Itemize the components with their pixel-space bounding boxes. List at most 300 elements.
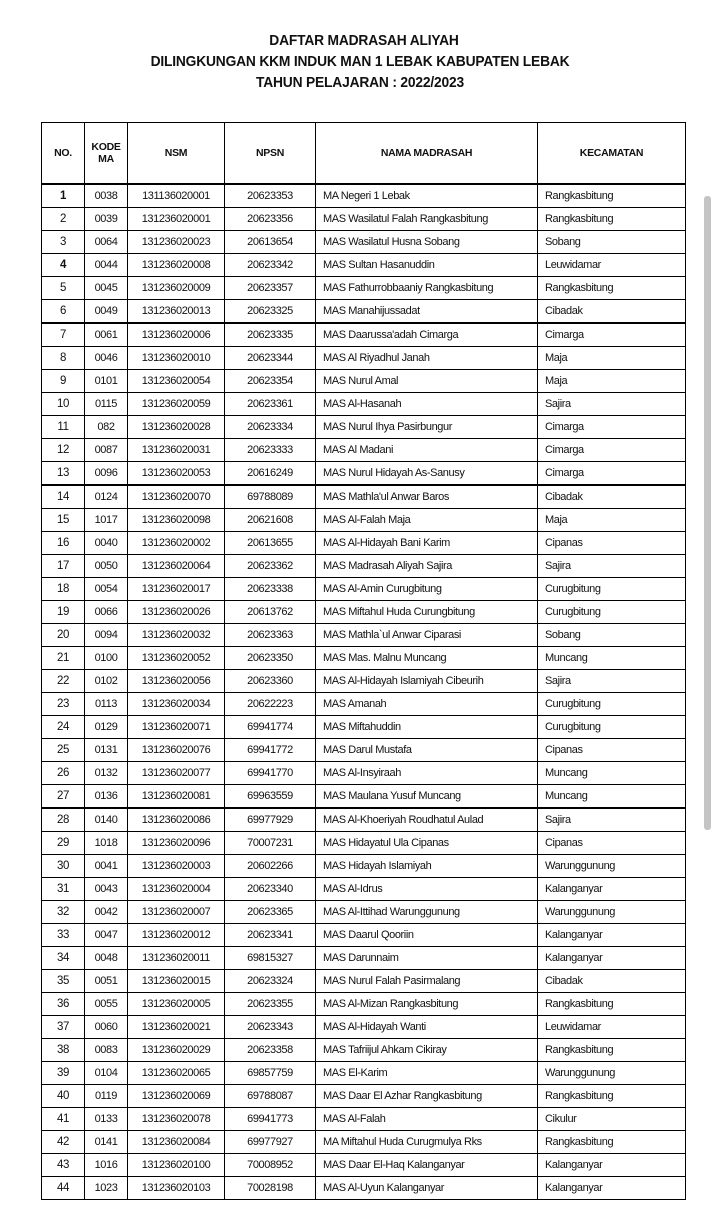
cell-kode-ma: 0141 [85,1131,128,1154]
cell-nama-madrasah: MAS Nurul Amal [316,370,538,393]
table-row [42,924,686,947]
cell-no: 15 [42,509,85,532]
cell-nsm: 131236020098 [128,509,225,532]
cell-npsn: 20602266 [225,855,316,878]
table-row [42,300,686,324]
cell-kecamatan: Curugbitung [538,716,686,739]
table-row [42,647,686,670]
table-row [42,855,686,878]
cell-nsm: 131236020081 [128,785,225,809]
table-header-row [42,123,686,185]
title-line-3: TAHUN PELAJARAN : 2022/2023 [256,74,464,91]
table-row [42,1108,686,1131]
cell-no: 33 [42,924,85,947]
cell-nama-madrasah: MAS Tafriijul Ahkam Cikiray [316,1039,538,1062]
cell-nama-madrasah: MAS Nurul Ihya Pasirbungur [316,416,538,439]
table-row [42,993,686,1016]
cell-npsn: 20623361 [225,393,316,416]
cell-kode-ma: 1017 [85,509,128,532]
table-row [42,532,686,555]
cell-nama-madrasah: MAS Miftahuddin [316,716,538,739]
cell-npsn: 69941774 [225,716,316,739]
cell-nsm: 131236020015 [128,970,225,993]
cell-no: 1 [42,184,85,208]
header-kode-ma [85,123,128,185]
cell-no: 28 [42,808,85,832]
cell-nama-madrasah: MAS Mathla`ul Anwar Ciparasi [316,624,538,647]
cell-nsm: 131236020031 [128,439,225,462]
cell-kode-ma: 0140 [85,808,128,832]
cell-kecamatan: Kalanganyar [538,924,686,947]
cell-nsm: 131236020009 [128,277,225,300]
cell-nama-madrasah: MAS Al-Uyun Kalanganyar [316,1177,538,1200]
cell-kecamatan: Sajira [538,555,686,578]
table-row [42,1085,686,1108]
table-row [42,509,686,532]
cell-no: 7 [42,323,85,347]
cell-no: 39 [42,1062,85,1085]
cell-kecamatan: Cibadak [538,970,686,993]
cell-no: 20 [42,624,85,647]
cell-no: 38 [42,1039,85,1062]
cell-kecamatan: Maja [538,370,686,393]
cell-kecamatan: Warunggunung [538,1062,686,1085]
cell-kode-ma: 0061 [85,323,128,347]
cell-nsm: 131236020078 [128,1108,225,1131]
cell-nsm: 131236020071 [128,716,225,739]
cell-npsn: 70008952 [225,1154,316,1177]
cell-kecamatan: Cipanas [538,739,686,762]
cell-nama-madrasah: MAS Al-Mizan Rangkasbitung [316,993,538,1016]
table-row [42,1062,686,1085]
cell-kecamatan: Kalanganyar [538,1177,686,1200]
cell-kecamatan: Maja [538,509,686,532]
cell-nsm: 131236020059 [128,393,225,416]
cell-nsm: 131236020084 [128,1131,225,1154]
cell-nsm: 131236020054 [128,370,225,393]
cell-nsm: 131236020010 [128,347,225,370]
cell-kecamatan: Cipanas [538,832,686,855]
table-row [42,231,686,254]
cell-nama-madrasah: MAS Al-Hasanah [316,393,538,416]
cell-nama-madrasah: MAS Nurul Hidayah As-Sanusy [316,462,538,486]
cell-no: 23 [42,693,85,716]
header-nama-madrasah: NAMA MADRASAH [316,123,538,185]
cell-npsn: 20623358 [225,1039,316,1062]
cell-no: 31 [42,878,85,901]
cell-nama-madrasah: MAS Daar El Azhar Rangkasbitung [316,1085,538,1108]
cell-kode-ma: 0042 [85,901,128,924]
cell-npsn: 70007231 [225,832,316,855]
cell-nama-madrasah: MAS Daarussa'adah Cimarga [316,323,538,347]
cell-npsn: 20621608 [225,509,316,532]
cell-kecamatan: Warunggunung [538,855,686,878]
cell-kode-ma: 0055 [85,993,128,1016]
cell-nsm: 131236020065 [128,1062,225,1085]
cell-npsn: 20623333 [225,439,316,462]
cell-no: 3 [42,231,85,254]
cell-kode-ma: 0119 [85,1085,128,1108]
cell-nsm: 131236020052 [128,647,225,670]
cell-kode-ma: 0043 [85,878,128,901]
cell-npsn: 20623353 [225,184,316,208]
cell-no: 42 [42,1131,85,1154]
cell-npsn: 69815327 [225,947,316,970]
cell-nama-madrasah: MAS Al-Falah Maja [316,509,538,532]
cell-nsm: 131236020011 [128,947,225,970]
cell-kecamatan: Kalanganyar [538,878,686,901]
cell-npsn: 20613655 [225,532,316,555]
cell-kecamatan: Sajira [538,670,686,693]
title-line-2: DILINGKUNGAN KKM INDUK MAN 1 LEBAK KABUPATEN LEBAK [150,53,570,70]
cell-npsn: 69941770 [225,762,316,785]
cell-no: 32 [42,901,85,924]
header-nsm: NSM [128,123,225,185]
table-row [42,901,686,924]
cell-nsm: 131236020021 [128,1016,225,1039]
cell-nsm: 131136020001 [128,184,225,208]
cell-kode-ma: 0132 [85,762,128,785]
cell-no: 36 [42,993,85,1016]
cell-no: 16 [42,532,85,555]
header-kode-ma-line-1: KODE [91,141,121,153]
cell-npsn: 20623363 [225,624,316,647]
cell-nsm: 131236020034 [128,693,225,716]
cell-npsn: 20623362 [225,555,316,578]
table-row [42,970,686,993]
table-body [42,184,686,1200]
cell-kode-ma: 0102 [85,670,128,693]
cell-kode-ma: 1018 [85,832,128,855]
cell-nama-madrasah: MAS Wasilatul Falah Rangkasbitung [316,208,538,231]
cell-nsm: 131236020053 [128,462,225,486]
cell-kecamatan: Cimarga [538,439,686,462]
table-row [42,624,686,647]
cell-no: 22 [42,670,85,693]
cell-npsn: 69941772 [225,739,316,762]
cell-no: 30 [42,855,85,878]
cell-nsm: 131236020012 [128,924,225,947]
cell-npsn: 20623354 [225,370,316,393]
cell-kecamatan: Warunggunung [538,901,686,924]
cell-kecamatan: Rangkasbitung [538,184,686,208]
cell-nama-madrasah: MAS Al-Ittihad Warunggunung [316,901,538,924]
table-row [42,808,686,832]
cell-npsn: 20613762 [225,601,316,624]
cell-nama-madrasah: MAS Wasilatul Husna Sobang [316,231,538,254]
cell-kecamatan: Cibadak [538,485,686,509]
cell-no: 34 [42,947,85,970]
table-row [42,485,686,509]
cell-nama-madrasah: MAS Darunnaim [316,947,538,970]
cell-nsm: 131236020026 [128,601,225,624]
cell-nsm: 131236020077 [128,762,225,785]
table-row [42,1016,686,1039]
cell-no: 29 [42,832,85,855]
cell-nsm: 131236020069 [128,1085,225,1108]
cell-kode-ma: 0045 [85,277,128,300]
cell-no: 2 [42,208,85,231]
cell-nama-madrasah: MAS Mathla'ul Anwar Baros [316,485,538,509]
cell-nama-madrasah: MAS Sultan Hasanuddin [316,254,538,277]
cell-no: 11 [42,416,85,439]
cell-nama-madrasah: MAS Fathurrobbaaniy Rangkasbitung [316,277,538,300]
table-row [42,1177,686,1200]
cell-kecamatan: Cimarga [538,462,686,486]
cell-no: 4 [42,254,85,277]
cell-nsm: 131236020008 [128,254,225,277]
cell-kecamatan: Cimarga [538,323,686,347]
cell-kecamatan: Kalanganyar [538,947,686,970]
table-row [42,184,686,208]
cell-kecamatan: Rangkasbitung [538,1085,686,1108]
table-row [42,739,686,762]
cell-npsn: 20613654 [225,231,316,254]
title-line-1: DAFTAR MADRASAH ALIYAH [269,32,459,49]
cell-kecamatan: Rangkasbitung [538,1039,686,1062]
cell-no: 12 [42,439,85,462]
cell-npsn: 20623338 [225,578,316,601]
cell-kecamatan: Cipanas [538,532,686,555]
cell-npsn: 69857759 [225,1062,316,1085]
cell-npsn: 69963559 [225,785,316,809]
table-row [42,601,686,624]
vertical-scrollbar[interactable] [704,196,711,830]
cell-kode-ma: 0049 [85,300,128,324]
document-header [0,30,720,93]
table-row [42,208,686,231]
cell-kecamatan: Sajira [538,393,686,416]
cell-kode-ma: 0044 [85,254,128,277]
cell-nama-madrasah: MAS Hidayatul Ula Cipanas [316,832,538,855]
table-row [42,785,686,809]
table-row [42,1131,686,1154]
cell-nsm: 131236020032 [128,624,225,647]
cell-no: 9 [42,370,85,393]
table-row [42,277,686,300]
cell-kode-ma: 0054 [85,578,128,601]
table-row [42,832,686,855]
table-row [42,716,686,739]
cell-kode-ma: 0041 [85,855,128,878]
cell-no: 18 [42,578,85,601]
cell-no: 41 [42,1108,85,1131]
cell-nama-madrasah: MAS Daarul Qooriin [316,924,538,947]
cell-nsm: 131236020013 [128,300,225,324]
cell-kecamatan: Muncang [538,647,686,670]
cell-kode-ma: 0131 [85,739,128,762]
cell-kecamatan: Sobang [538,231,686,254]
cell-nama-madrasah: MAS Al-Khoeriyah Roudhatul Aulad [316,808,538,832]
cell-nsm: 131236020064 [128,555,225,578]
table-row [42,462,686,486]
cell-nsm: 131236020005 [128,993,225,1016]
cell-nama-madrasah: MAS Nurul Falah Pasirmalang [316,970,538,993]
cell-nsm: 131236020029 [128,1039,225,1062]
cell-kode-ma: 0096 [85,462,128,486]
cell-kecamatan: Curugbitung [538,693,686,716]
cell-npsn: 20623341 [225,924,316,947]
cell-kode-ma: 0048 [85,947,128,970]
cell-kode-ma: 0094 [85,624,128,647]
cell-no: 44 [42,1177,85,1200]
cell-kecamatan: Muncang [538,762,686,785]
cell-nama-madrasah: MAS Al-Idrus [316,878,538,901]
table-row [42,347,686,370]
cell-npsn: 20623334 [225,416,316,439]
cell-npsn: 20623355 [225,993,316,1016]
table-row [42,693,686,716]
cell-no: 26 [42,762,85,785]
table-row [42,947,686,970]
cell-kode-ma: 0066 [85,601,128,624]
cell-nama-madrasah: MAS Miftahul Huda Curungbitung [316,601,538,624]
cell-kecamatan: Cibadak [538,300,686,324]
cell-nsm: 131236020028 [128,416,225,439]
cell-npsn: 20623335 [225,323,316,347]
header-npsn: NPSN [225,123,316,185]
cell-no: 25 [42,739,85,762]
cell-nama-madrasah: MAS Al Madani [316,439,538,462]
cell-no: 43 [42,1154,85,1177]
cell-npsn: 20623325 [225,300,316,324]
header-no: NO. [42,123,85,185]
cell-kecamatan: Leuwidamar [538,1016,686,1039]
cell-npsn: 20623340 [225,878,316,901]
table-row [42,323,686,347]
cell-nama-madrasah: MAS Hidayah Islamiyah [316,855,538,878]
cell-kode-ma: 0136 [85,785,128,809]
madrasah-table [41,122,686,1200]
cell-nama-madrasah: MAS Al Riyadhul Janah [316,347,538,370]
cell-npsn: 20622223 [225,693,316,716]
cell-kode-ma: 0064 [85,231,128,254]
cell-nama-madrasah: MAS Mas. Malnu Muncang [316,647,538,670]
cell-kode-ma: 1016 [85,1154,128,1177]
cell-no: 10 [42,393,85,416]
cell-kecamatan: Muncang [538,785,686,809]
header-kecamatan: KECAMATAN [538,123,686,185]
cell-npsn: 20623343 [225,1016,316,1039]
cell-kode-ma: 0124 [85,485,128,509]
cell-kecamatan: Sajira [538,808,686,832]
cell-nsm: 131236020100 [128,1154,225,1177]
cell-kode-ma: 0113 [85,693,128,716]
table-row [42,762,686,785]
cell-kecamatan: Rangkasbitung [538,1131,686,1154]
cell-no: 19 [42,601,85,624]
cell-kode-ma: 0047 [85,924,128,947]
cell-npsn: 20623344 [225,347,316,370]
cell-nsm: 131236020017 [128,578,225,601]
cell-npsn: 20623350 [225,647,316,670]
cell-no: 14 [42,485,85,509]
cell-kode-ma: 082 [85,416,128,439]
cell-kecamatan: Sobang [538,624,686,647]
cell-nama-madrasah: MAS Al-Falah [316,1108,538,1131]
cell-npsn: 69977927 [225,1131,316,1154]
cell-nsm: 131236020076 [128,739,225,762]
cell-kecamatan: Rangkasbitung [538,208,686,231]
cell-no: 35 [42,970,85,993]
cell-kode-ma: 0046 [85,347,128,370]
cell-kode-ma: 0101 [85,370,128,393]
cell-kode-ma: 0087 [85,439,128,462]
cell-nsm: 131236020004 [128,878,225,901]
cell-kecamatan: Maja [538,347,686,370]
cell-nsm: 131236020002 [128,532,225,555]
cell-npsn: 69788089 [225,485,316,509]
cell-kode-ma: 0039 [85,208,128,231]
cell-nama-madrasah: MA Negeri 1 Lebak [316,184,538,208]
cell-nama-madrasah: MAS Manahijussadat [316,300,538,324]
cell-kecamatan: Rangkasbitung [538,277,686,300]
cell-no: 8 [42,347,85,370]
cell-no: 17 [42,555,85,578]
cell-no: 40 [42,1085,85,1108]
cell-nama-madrasah: MAS Darul Mustafa [316,739,538,762]
cell-no: 6 [42,300,85,324]
cell-kode-ma: 0129 [85,716,128,739]
cell-nama-madrasah: MAS Madrasah Aliyah Sajira [316,555,538,578]
cell-npsn: 20623357 [225,277,316,300]
table-row [42,1039,686,1062]
table-row [42,878,686,901]
cell-nsm: 131236020056 [128,670,225,693]
cell-nsm: 131236020006 [128,323,225,347]
header-kode-ma-line-2: MA [98,153,114,165]
cell-kode-ma: 0083 [85,1039,128,1062]
cell-no: 37 [42,1016,85,1039]
cell-nama-madrasah: MAS Maulana Yusuf Muncang [316,785,538,809]
cell-npsn: 69788087 [225,1085,316,1108]
cell-npsn: 20616249 [225,462,316,486]
cell-kode-ma: 0040 [85,532,128,555]
cell-npsn: 20623324 [225,970,316,993]
cell-nama-madrasah: MAS Al-Insyiraah [316,762,538,785]
cell-kode-ma: 0060 [85,1016,128,1039]
cell-nsm: 131236020086 [128,808,225,832]
cell-nsm: 131236020103 [128,1177,225,1200]
cell-nama-madrasah: MAS El-Karim [316,1062,538,1085]
cell-nsm: 131236020070 [128,485,225,509]
cell-nama-madrasah: MAS Al-Amin Curugbitung [316,578,538,601]
cell-kecamatan: Kalanganyar [538,1154,686,1177]
cell-kode-ma: 0104 [85,1062,128,1085]
cell-no: 27 [42,785,85,809]
cell-nama-madrasah: MA Miftahul Huda Curugmulya Rks [316,1131,538,1154]
cell-npsn: 69977929 [225,808,316,832]
cell-npsn: 20623360 [225,670,316,693]
cell-kecamatan: Rangkasbitung [538,993,686,1016]
cell-npsn: 70028198 [225,1177,316,1200]
table-row [42,670,686,693]
table-row [42,578,686,601]
cell-no: 24 [42,716,85,739]
cell-kecamatan: Curugbitung [538,601,686,624]
cell-nsm: 131236020001 [128,208,225,231]
cell-nsm: 131236020007 [128,901,225,924]
table-row [42,416,686,439]
cell-npsn: 20623342 [225,254,316,277]
cell-nama-madrasah: MAS Al-Hidayah Wanti [316,1016,538,1039]
cell-npsn: 20623356 [225,208,316,231]
cell-no: 13 [42,462,85,486]
table-row [42,393,686,416]
cell-kecamatan: Curugbitung [538,578,686,601]
cell-kode-ma: 1023 [85,1177,128,1200]
cell-npsn: 20623365 [225,901,316,924]
